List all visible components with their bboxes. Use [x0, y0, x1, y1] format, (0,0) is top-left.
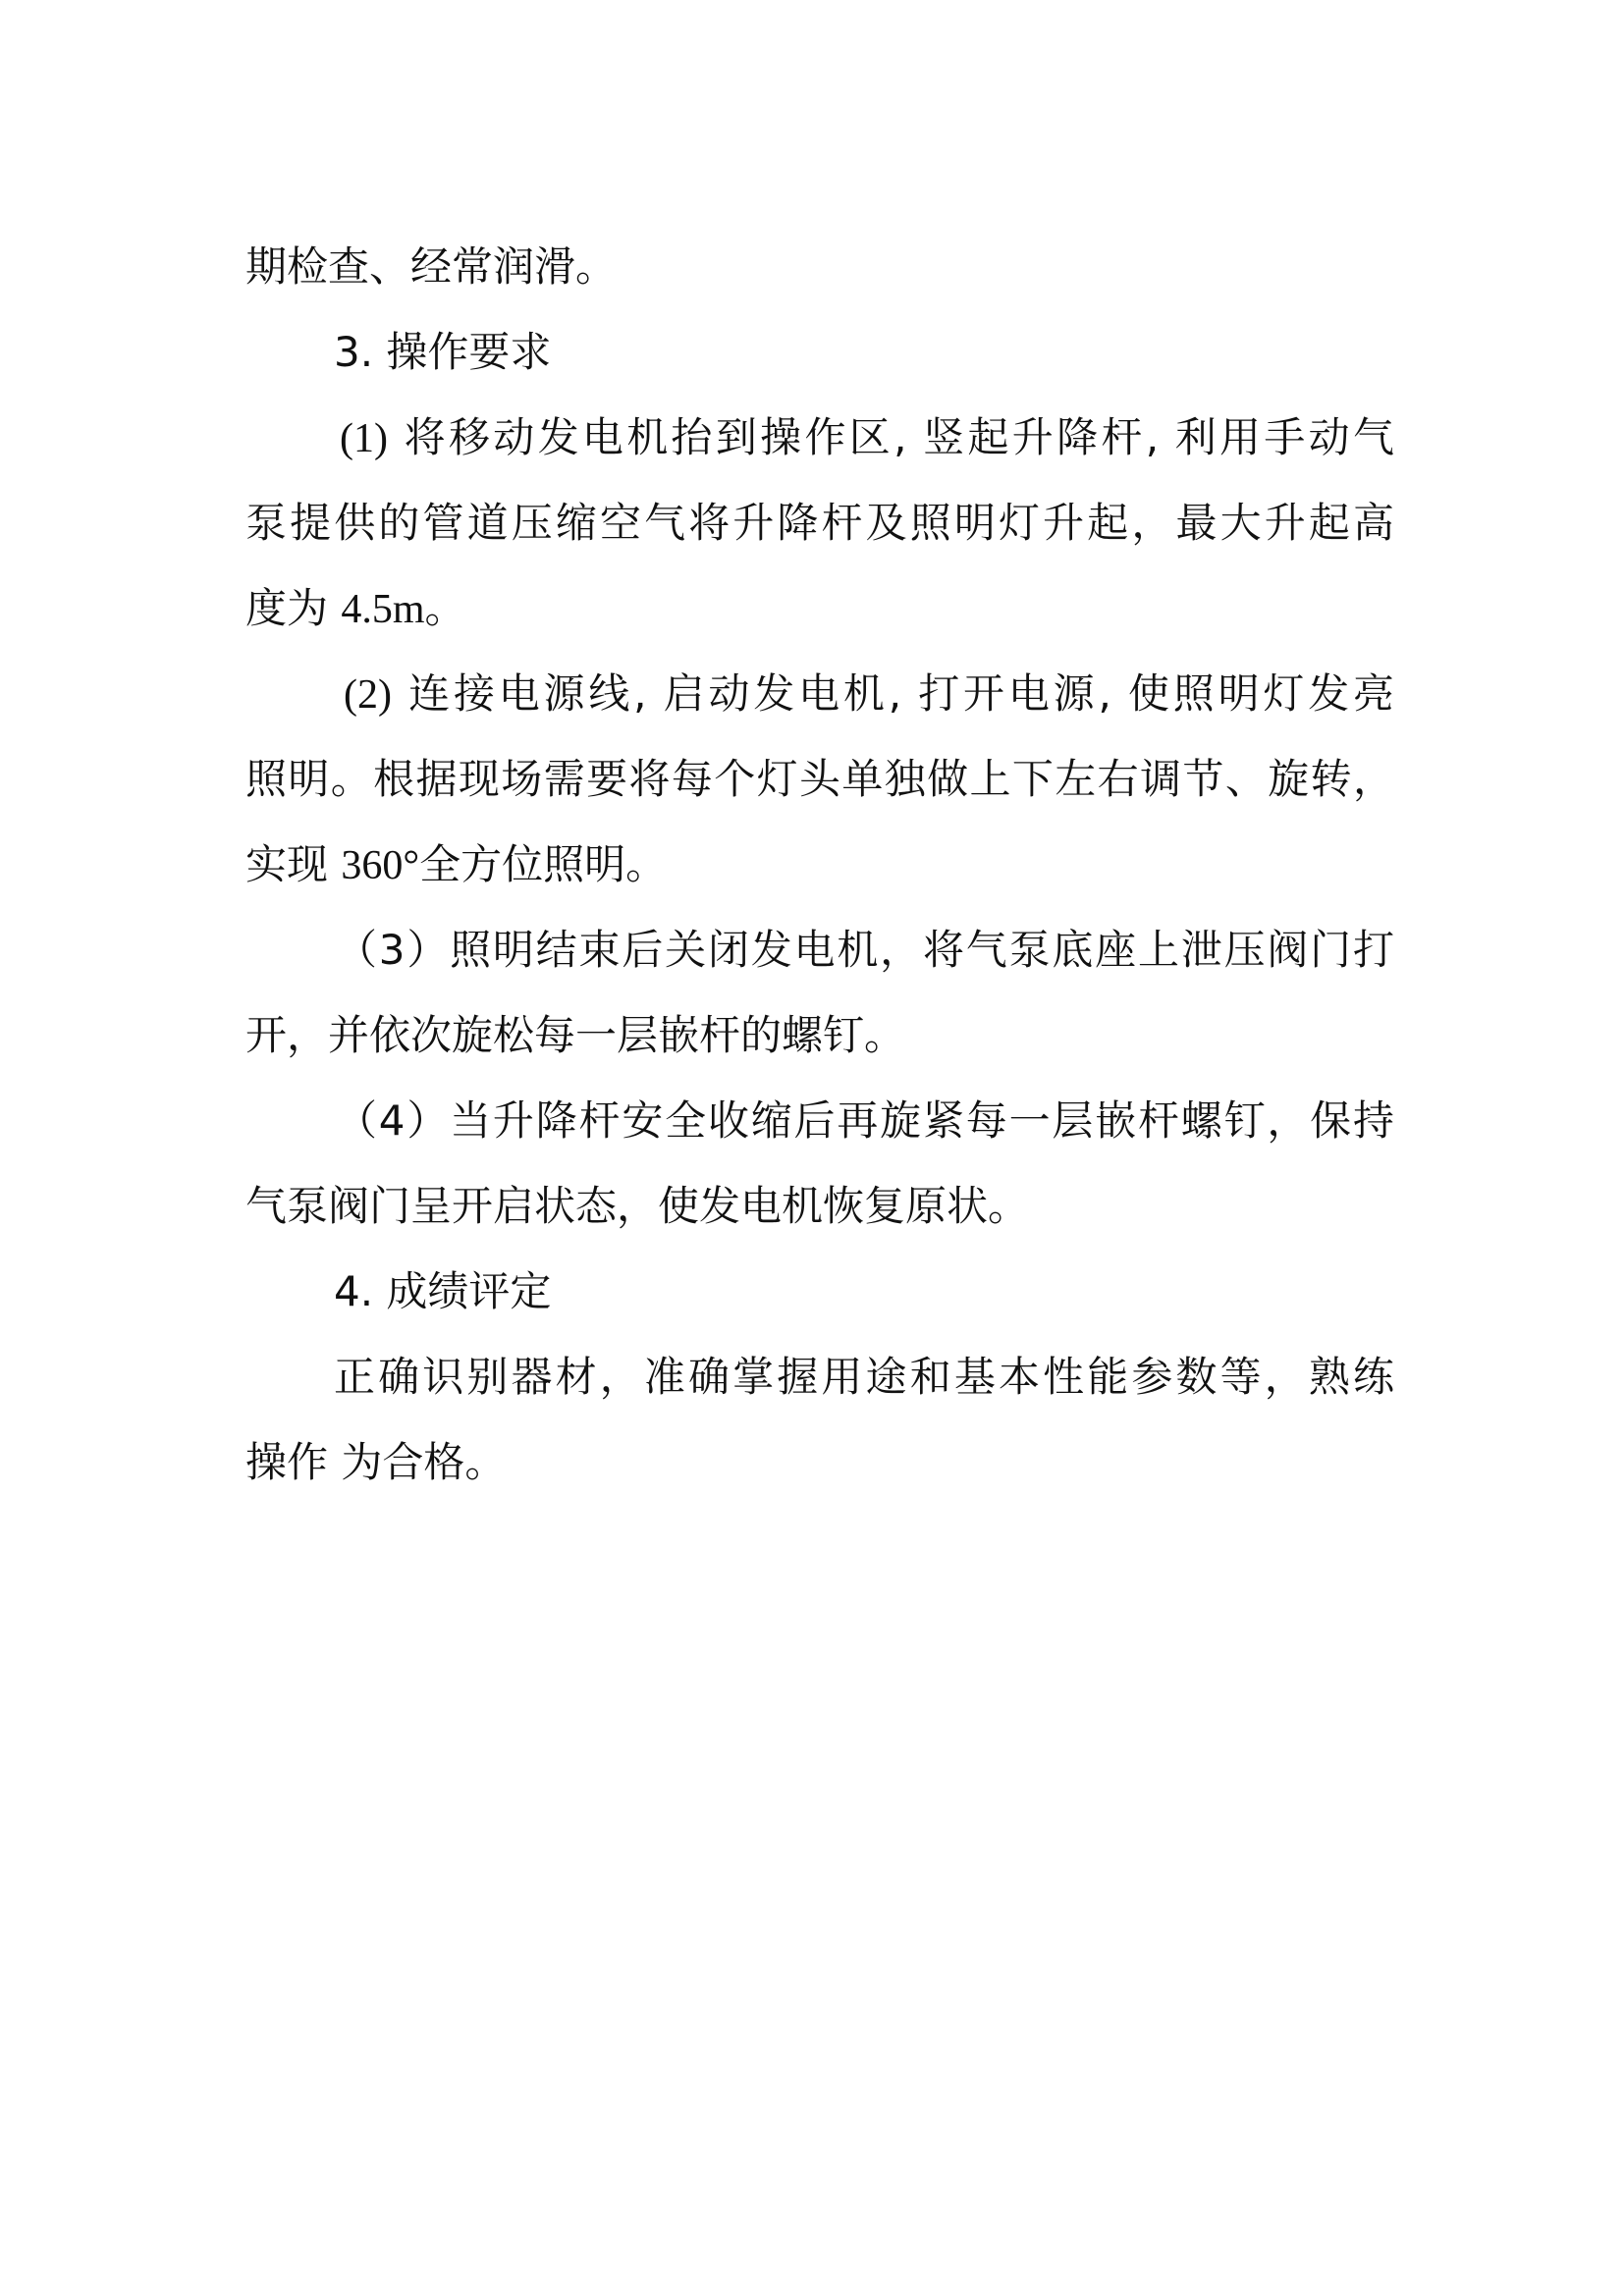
text-run: 照明。根据现场需要将每个灯头单独做上下左右调节、旋转， — [245, 755, 1394, 803]
paragraph-5-line-1 — [245, 1334, 1394, 1419]
item-4-line-2 — [245, 1163, 1394, 1249]
section-heading-4 — [245, 1249, 1394, 1334]
text-run: 实现 — [245, 840, 342, 888]
text-run: 将移动发电机抬到操作区, 竖起升降杆, 利用手动气 — [387, 413, 1394, 461]
item-1-line-3 — [245, 565, 1394, 651]
text-run: 连接电源线, 启动发电机, 打开电源, 使照明灯发亮 — [391, 669, 1394, 718]
document-body — [245, 224, 1394, 1505]
item-number: (2) — [344, 672, 392, 718]
paragraph-5-line-2 — [245, 1419, 1394, 1505]
text-run: 期检查、经常润滑。 — [245, 242, 618, 291]
text-run: 泵提供的管道压缩空气将升降杆及照明灯升起，最大升起高 — [245, 499, 1394, 547]
text-run: 气泵阀门呈开启状态，使发电机恢复原状。 — [245, 1182, 1030, 1230]
text-run: （4）当升降杆安全收缩后再旋紧每一层嵌杆螺钉，保持 — [336, 1096, 1394, 1145]
text-run: 开，并依次旋松每一层嵌杆的螺钉。 — [245, 1011, 906, 1059]
heading-text: 4. 成绩评定 — [334, 1267, 552, 1315]
text-run: 全方位照明。 — [419, 840, 668, 888]
item-2-line-3 — [245, 822, 1394, 907]
measurement-value: 360° — [341, 843, 420, 888]
text-run: 。 — [424, 584, 466, 632]
item-2-line-2 — [245, 736, 1394, 822]
text-run: 正确识别器材，准确掌握用途和基本性能参数等，熟练 — [334, 1353, 1394, 1401]
item-1-line-2 — [245, 480, 1394, 565]
item-1-line-1 — [245, 395, 1394, 480]
item-3-line-1 — [245, 907, 1394, 992]
text-run: 操作 为合格。 — [245, 1438, 507, 1486]
heading-text: 3. 操作要求 — [334, 328, 552, 376]
item-2-line-1 — [245, 651, 1394, 736]
item-3-line-2 — [245, 992, 1394, 1078]
paragraph-continuation-line — [245, 224, 1394, 309]
item-4-line-1 — [245, 1078, 1394, 1163]
measurement-value: 4.5m — [341, 587, 425, 632]
item-number: (1) — [340, 416, 388, 461]
text-run: 度为 — [245, 584, 342, 632]
section-heading-3 — [245, 309, 1394, 395]
text-run: （3）照明结束后关闭发电机，将气泵底座上泄压阀门打 — [336, 926, 1394, 974]
